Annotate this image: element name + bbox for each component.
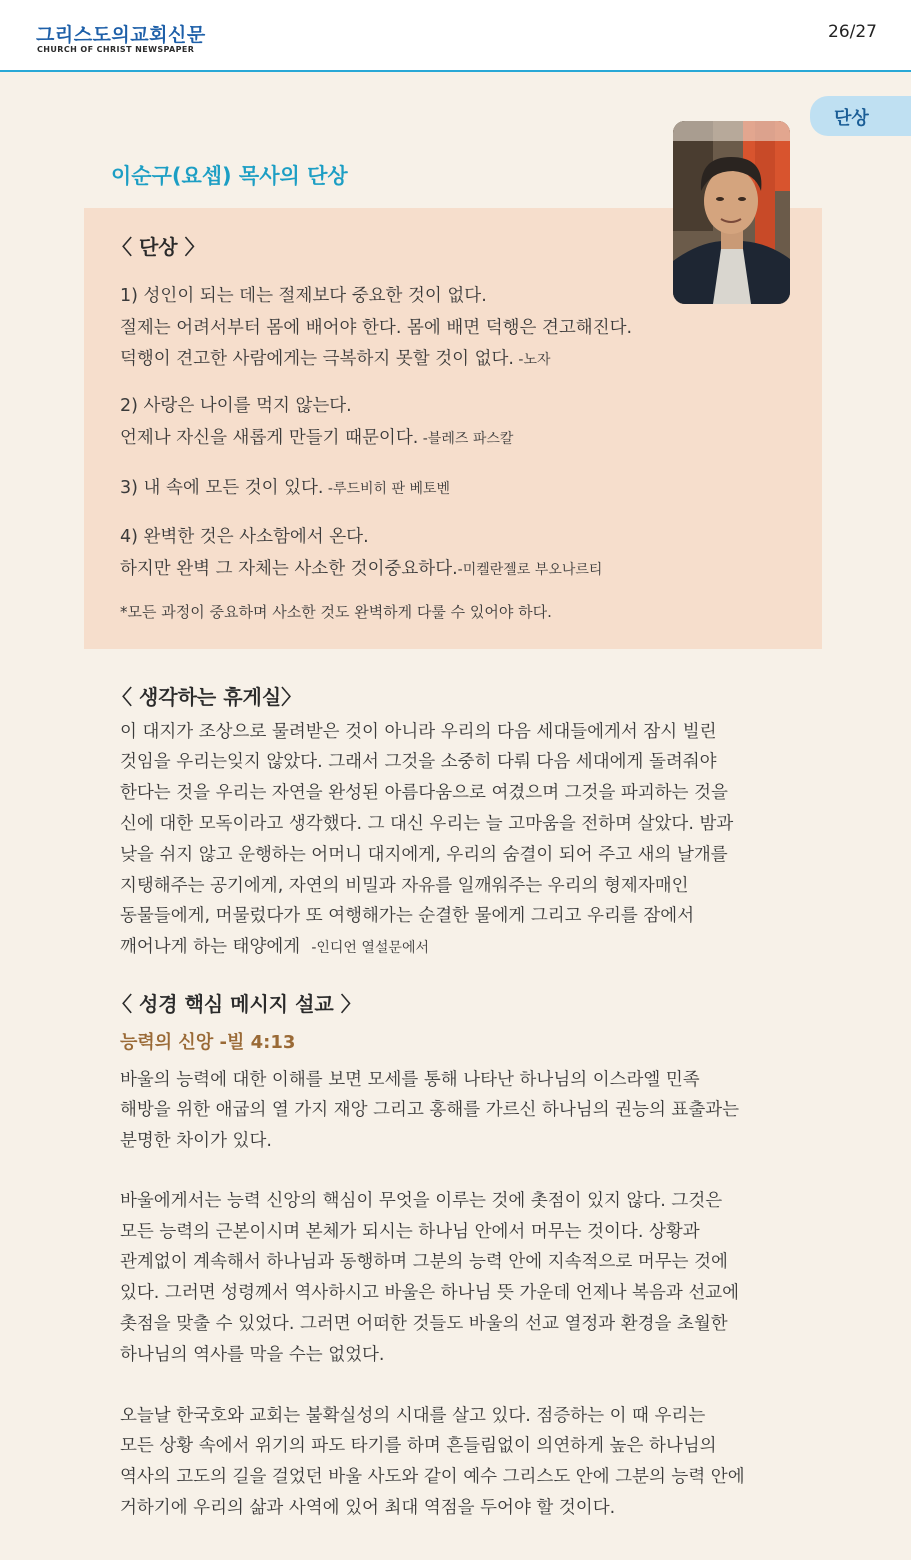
quote-line: 4) 완벽한 것은 사소함에서 온다.	[120, 527, 369, 547]
section-tab	[810, 96, 911, 136]
quote-attribution: -미켈란젤로 부오나르티	[457, 562, 603, 578]
body-attribution: -인디언 열설문에서	[311, 940, 430, 956]
quote-line	[120, 474, 450, 499]
sermon-line: 모든 능력의 근본이시며 본체가 되시는 하나님 안에서 머무는 것이다. 상황과	[120, 1222, 700, 1242]
sermon-line: 오늘날 한국호와 교회는 불확실성의 시대를 살고 있다. 점증하는 이 때 우리는	[120, 1406, 706, 1426]
sermon-line: 있다. 그러면 성령께서 역사하시고 바울은 하나님 뜻 가운데 언제나 복음과 선교에	[120, 1283, 740, 1303]
section-heading-meditation: 〈 단상 〉	[112, 235, 205, 259]
sermon-line: 관계없이 계속해서 하나님과 동행하며 그분의 능력 안에 지속적으로 머무는 것에	[120, 1252, 728, 1272]
sermon-line: 분명한 차이가 있다.	[120, 1131, 272, 1151]
sermon-line: 역사의 고도의 길을 걸었던 바울 사도와 같이 예수 그리스도 안에 그분의 능력 안에	[120, 1467, 745, 1487]
quote-line: 1) 성인이 되는 데는 절제보다 중요한 것이 없다.	[120, 286, 487, 306]
body-line: 신에 대한 모독이라고 생각했다. 그 대신 우리는 늘 고마움을 전하며 살았다. 밤과	[120, 814, 734, 834]
body-line: 이 대지가 조상으로 물려받은 것이 아니라 우리의 다음 세대들에게서 잠시 빌린	[120, 722, 717, 742]
newspaper-logo: 그리스도의교회신문	[36, 24, 206, 46]
quote-text: 3) 내 속에 모든 것이 있다.	[120, 478, 324, 498]
author-photo	[673, 121, 790, 304]
quote-text: 언제나 자신을 새롭게 만들기 때문이다.	[120, 428, 419, 448]
sermon-line: 바울에게서는 능력 신앙의 핵심이 무엇을 이루는 것에 촛점이 있지 않다. 그것은	[120, 1191, 723, 1211]
page-number: 26/27	[828, 22, 877, 42]
section-heading-rest-room: 〈 생각하는 휴게실〉	[112, 685, 302, 709]
sermon-line: 촛점을 맞출 수 있었다. 그러면 어떠한 것들도 바울의 선교 열정과 환경을 초월한	[120, 1314, 728, 1334]
quote-line: 2) 사랑은 나이를 먹지 않는다.	[120, 396, 352, 416]
section-heading-sermon: 〈 성경 핵심 메시지 설교 〉	[112, 992, 361, 1016]
body-line: 동물들에게, 머물렀다가 또 여행해가는 순결한 물에게 그리고 우리를 잠에서	[120, 906, 695, 926]
quote-attribution: -블레즈 파스칼	[418, 431, 514, 447]
quote-line: 절제는 어려서부터 몸에 배어야 한다. 몸에 배면 덕행은 견고해진다.	[120, 318, 633, 338]
quote-text: 하지만 완벽 그 자체는 사소한 것이중요하다.	[120, 559, 458, 579]
body-line: 한다는 것을 우리는 자연을 완성된 아름다움으로 여겼으며 그것을 파괴하는 것을	[120, 783, 728, 803]
quote-text: 덕행이 견고한 사람에게는 극복하지 못할 것이 없다.	[120, 349, 514, 369]
portrait-image	[673, 121, 790, 304]
sermon-line: 모든 상황 속에서 위기의 파도 타기를 하며 흔들림없이 의연하게 높은 하나님의	[120, 1436, 717, 1456]
quote-line	[120, 345, 551, 370]
body-line: 것임을 우리는잊지 않았다. 그래서 그것을 소중히 다뤄 다음 세대에게 돌려줘야	[120, 752, 717, 772]
quote-note: *모든 과정이 중요하며 사소한 것도 완벽하게 다룰 수 있어야 하다.	[120, 603, 552, 621]
body-text: 깨어나게 하는 태양에게	[120, 937, 312, 957]
page-header	[0, 0, 911, 72]
quote-line	[120, 424, 513, 449]
page-title: 이순구(요셉) 목사의 단상	[111, 164, 348, 188]
quote-line	[120, 555, 602, 580]
sermon-line: 하나님의 역사를 막을 수는 없었다.	[120, 1345, 385, 1365]
sermon-line: 거하기에 우리의 삶과 사역에 있어 최대 역점을 두어야 할 것이다.	[120, 1498, 616, 1518]
sermon-subtitle: 능력의 신앙 -빌 4:13	[120, 1032, 296, 1053]
quote-attribution: -루드비히 판 베토벤	[323, 481, 451, 497]
body-line: 낮을 쉬지 않고 운행하는 어머니 대지에게, 우리의 숨결이 되어 주고 새의 날개를	[120, 845, 728, 865]
sermon-line: 바울의 능력에 대한 이해를 보면 모세를 통해 나타난 하나님의 이스라엘 민족	[120, 1070, 700, 1090]
quote-attribution: -노자	[513, 352, 551, 368]
body-line: 지탱해주는 공기에게, 자연의 비밀과 자유를 일깨워주는 우리의 형제자매인	[120, 876, 689, 896]
sermon-line: 해방을 위한 애굽의 열 가지 재앙 그리고 홍해를 가르신 하나님의 권능의 표출과는	[120, 1100, 740, 1120]
section-tab-label: 단상	[834, 108, 869, 129]
body-line	[120, 933, 429, 958]
newspaper-logo-subtitle: CHURCH OF CHRIST NEWSPAPER	[37, 45, 195, 54]
